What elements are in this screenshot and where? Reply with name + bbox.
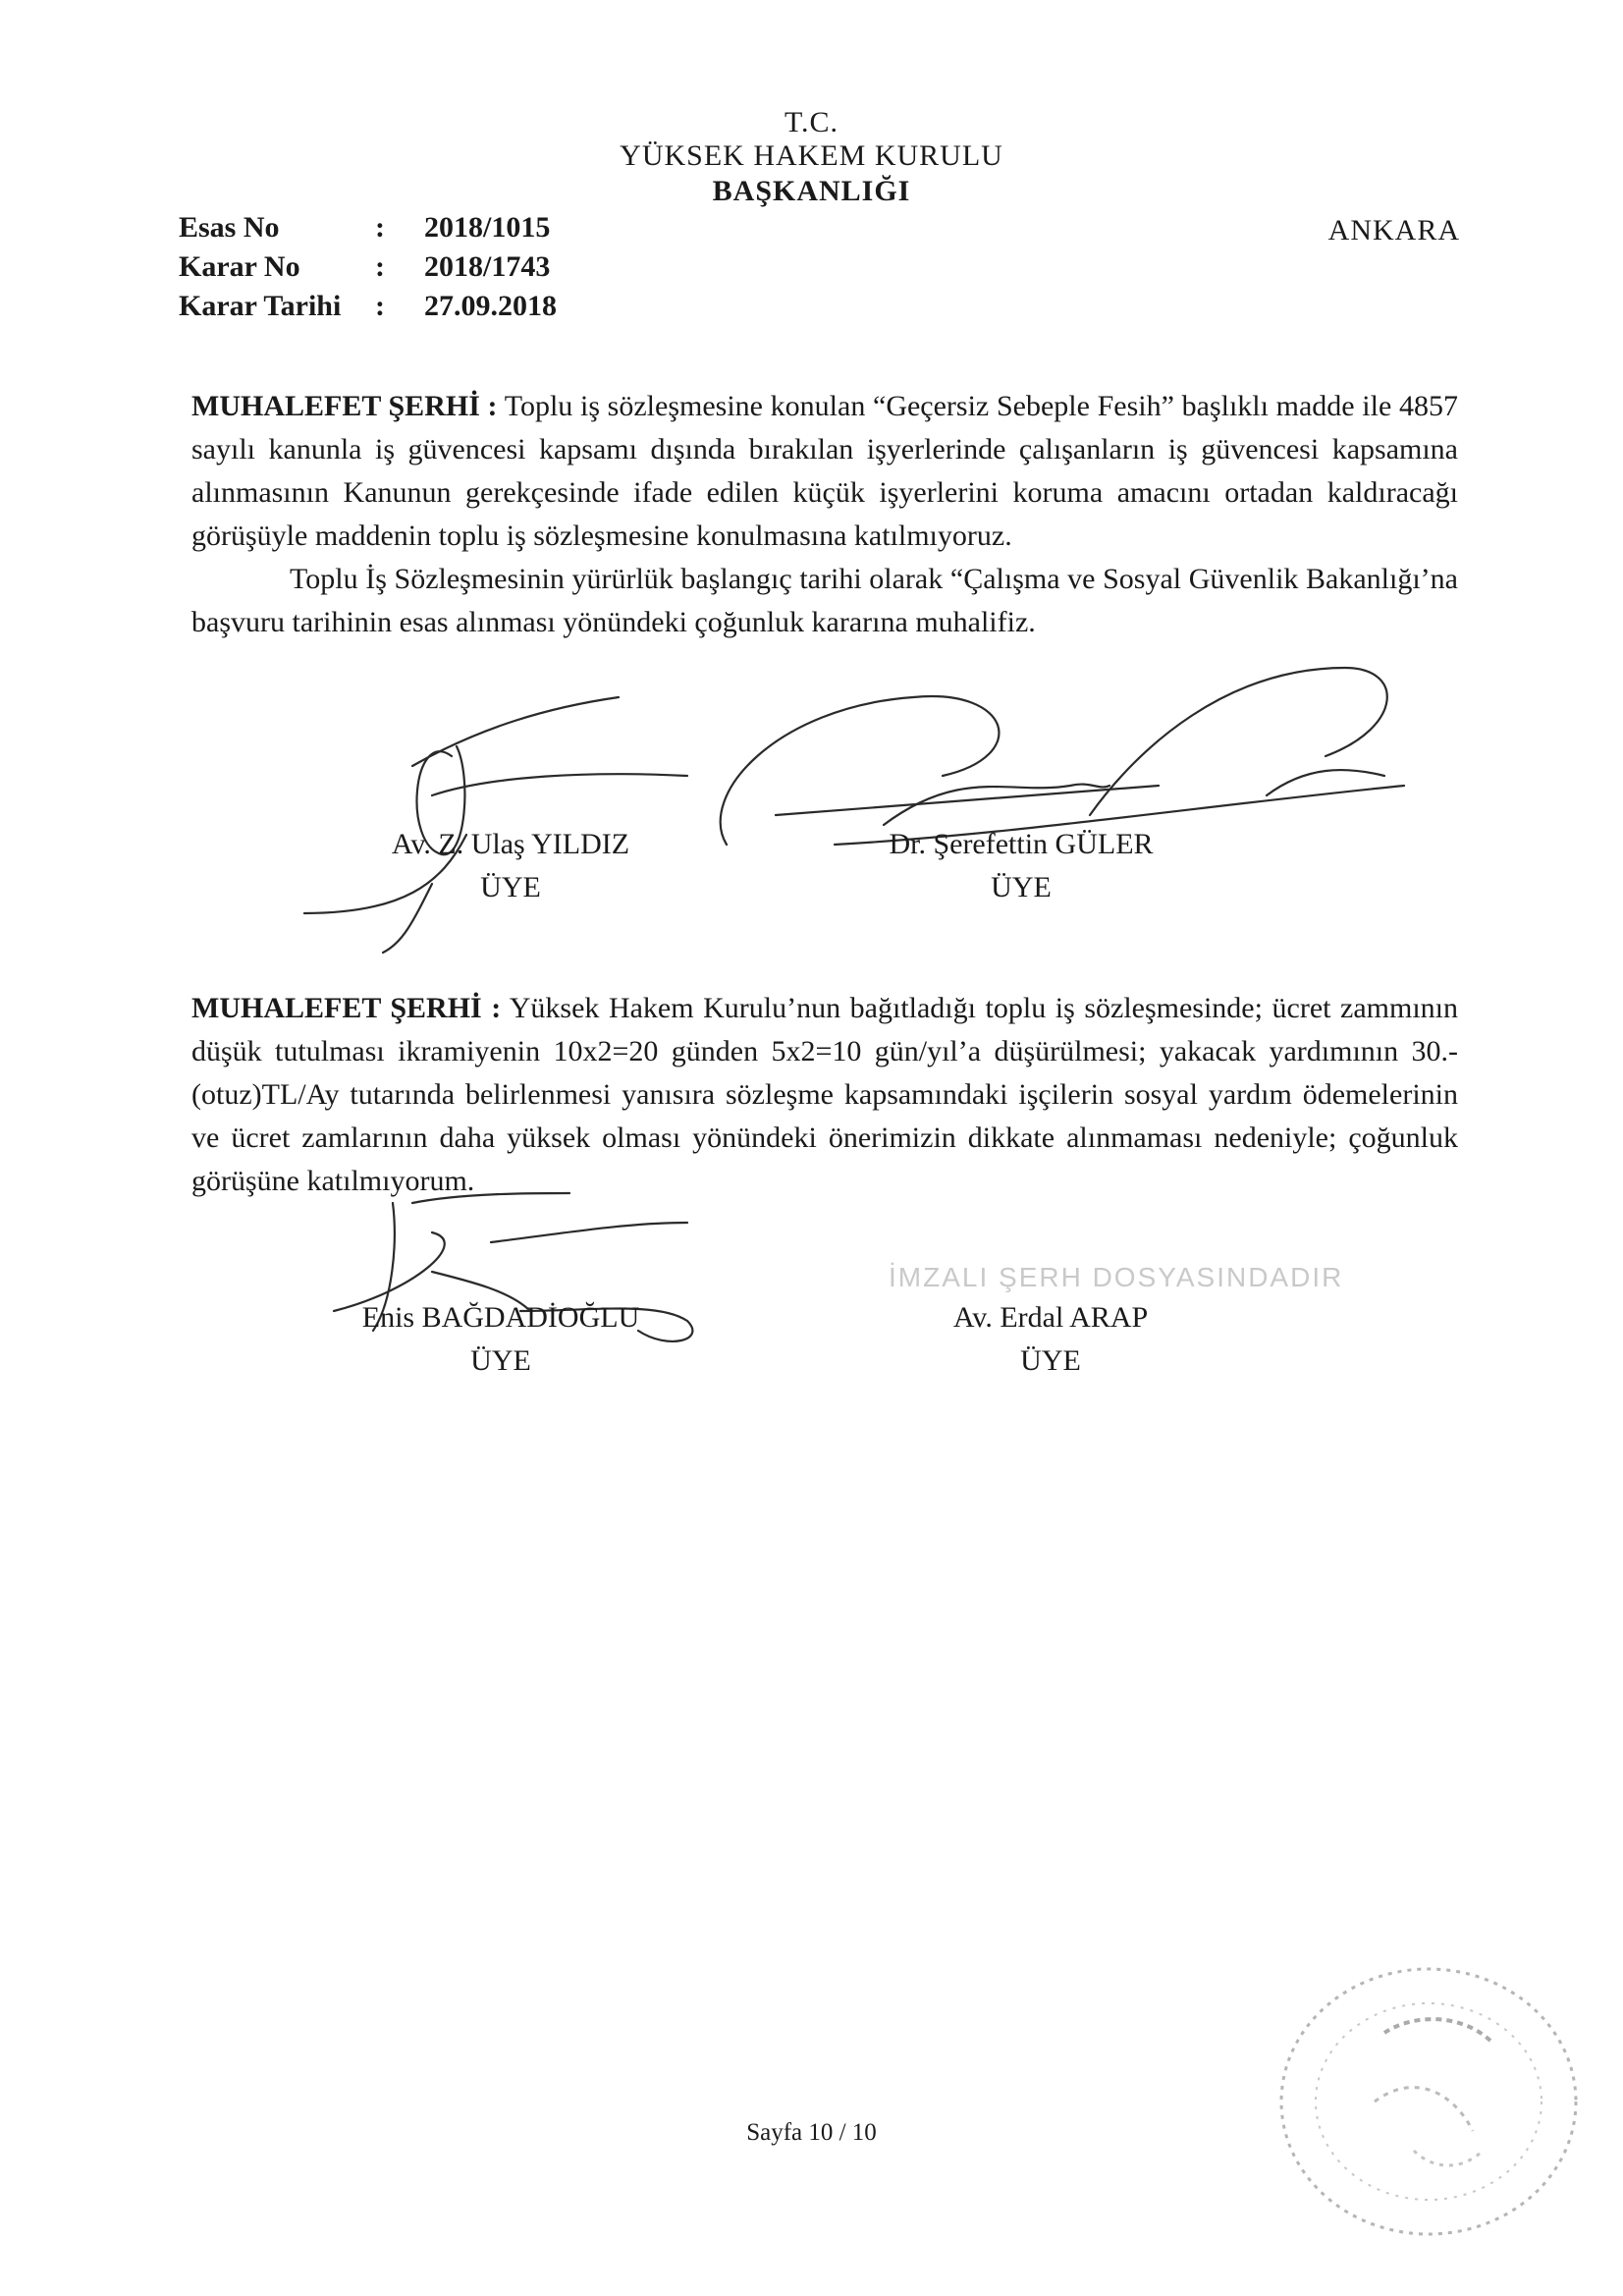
header-institution: YÜKSEK HAKEM KURULU — [620, 139, 1003, 172]
city: ANKARA — [1327, 214, 1460, 246]
signer-name: Enis BAĞDADİOĞLU — [361, 1301, 640, 1334]
dissent-heading: MUHALEFET ŞERHİ : — [191, 992, 502, 1024]
dissent-opinion-1 — [191, 385, 1458, 644]
meta-karar-tarihi — [179, 290, 557, 323]
dissent-heading: MUHALEFET ŞERHİ : — [191, 390, 498, 422]
page-number: Sayfa 10 / 10 — [746, 2119, 877, 2146]
meta-value: 2018/1015 — [424, 211, 551, 244]
signer-role: ÜYE — [1020, 1344, 1081, 1377]
signer-name: Av. Erdal ARAP — [952, 1301, 1149, 1334]
meta-separator: : — [375, 250, 385, 283]
signed-annotation-note: İMZALI ŞERH DOSYASINDADIR — [889, 1262, 1344, 1292]
signer-guler — [835, 823, 1208, 909]
dissent-text: Yüksek Hakem Kurulu’nun bağıtladığı toplu iş sözleşmesinde; ücret zammının düşük tutulması ikramiyenin 10x2=20 günden 5x2=10 gün/yıl’a düşürülmesi; yakacak yardımının 30.-(otuz)TL/Ay tutarında belirlenmesi yanısıra sözleşme kapsamındaki işçilerin sosyal yardım ödemelerinin ve ücret zamlarının daha yüksek olması yönündeki önerimizin dikkate alınmaması nedeniyle; çoğunluk görüşüne katılmıyorum. — [191, 992, 1458, 1197]
signer-name: Dr. Şerefettin GÜLER — [889, 828, 1154, 860]
signer-role: ÜYE — [480, 871, 541, 903]
meta-separator: : — [375, 211, 385, 244]
meta-separator: : — [375, 290, 385, 322]
signer-arap — [864, 1296, 1237, 1383]
dissent-opinion-2 — [191, 987, 1458, 1203]
header-tc: T.C. — [784, 106, 839, 138]
official-stamp — [1267, 1954, 1591, 2249]
signer-bagdadioglu — [314, 1296, 687, 1383]
meta-label: Esas No — [179, 211, 280, 244]
meta-esas-no — [179, 211, 550, 245]
meta-value: 2018/1743 — [424, 250, 551, 283]
dissent-text: Toplu iş sözleşmesine konulan “Geçersiz Sebeple Fesih” başlıklı madde ile 4857 sayılı kanunla iş güvencesi kapsamı dışında bırakılan işyerlerinde çalışanların iş güvencesi kapsamına alınmasının Kanunun gerekçesinde ifade edilen küçük işyerlerini koruma amacını ortadan kaldıracağı görüşüyle maddenin toplu iş sözleşmesine konulmasına katılmıyoruz. — [191, 390, 1458, 552]
meta-label: Karar No — [179, 250, 300, 283]
signer-name: Av. Z. Ulaş YILDIZ — [391, 828, 630, 860]
signer-yildiz — [324, 823, 697, 909]
meta-karar-no — [179, 250, 550, 284]
signer-role: ÜYE — [470, 1344, 531, 1377]
meta-label: Karar Tarihi — [179, 290, 342, 322]
dissent-text-2: Toplu İş Sözleşmesinin yürürlük başlangıç tarihi olarak “Çalışma ve Sosyal Güvenlik Bakanlığı’na başvuru tarihinin esas alınması yönündeki çoğunluk kararına muhalifiz. — [191, 563, 1458, 638]
header-presidency: BAŞKANLIĞI — [712, 175, 911, 207]
meta-value: 27.09.2018 — [424, 290, 557, 322]
signer-role: ÜYE — [991, 871, 1052, 903]
